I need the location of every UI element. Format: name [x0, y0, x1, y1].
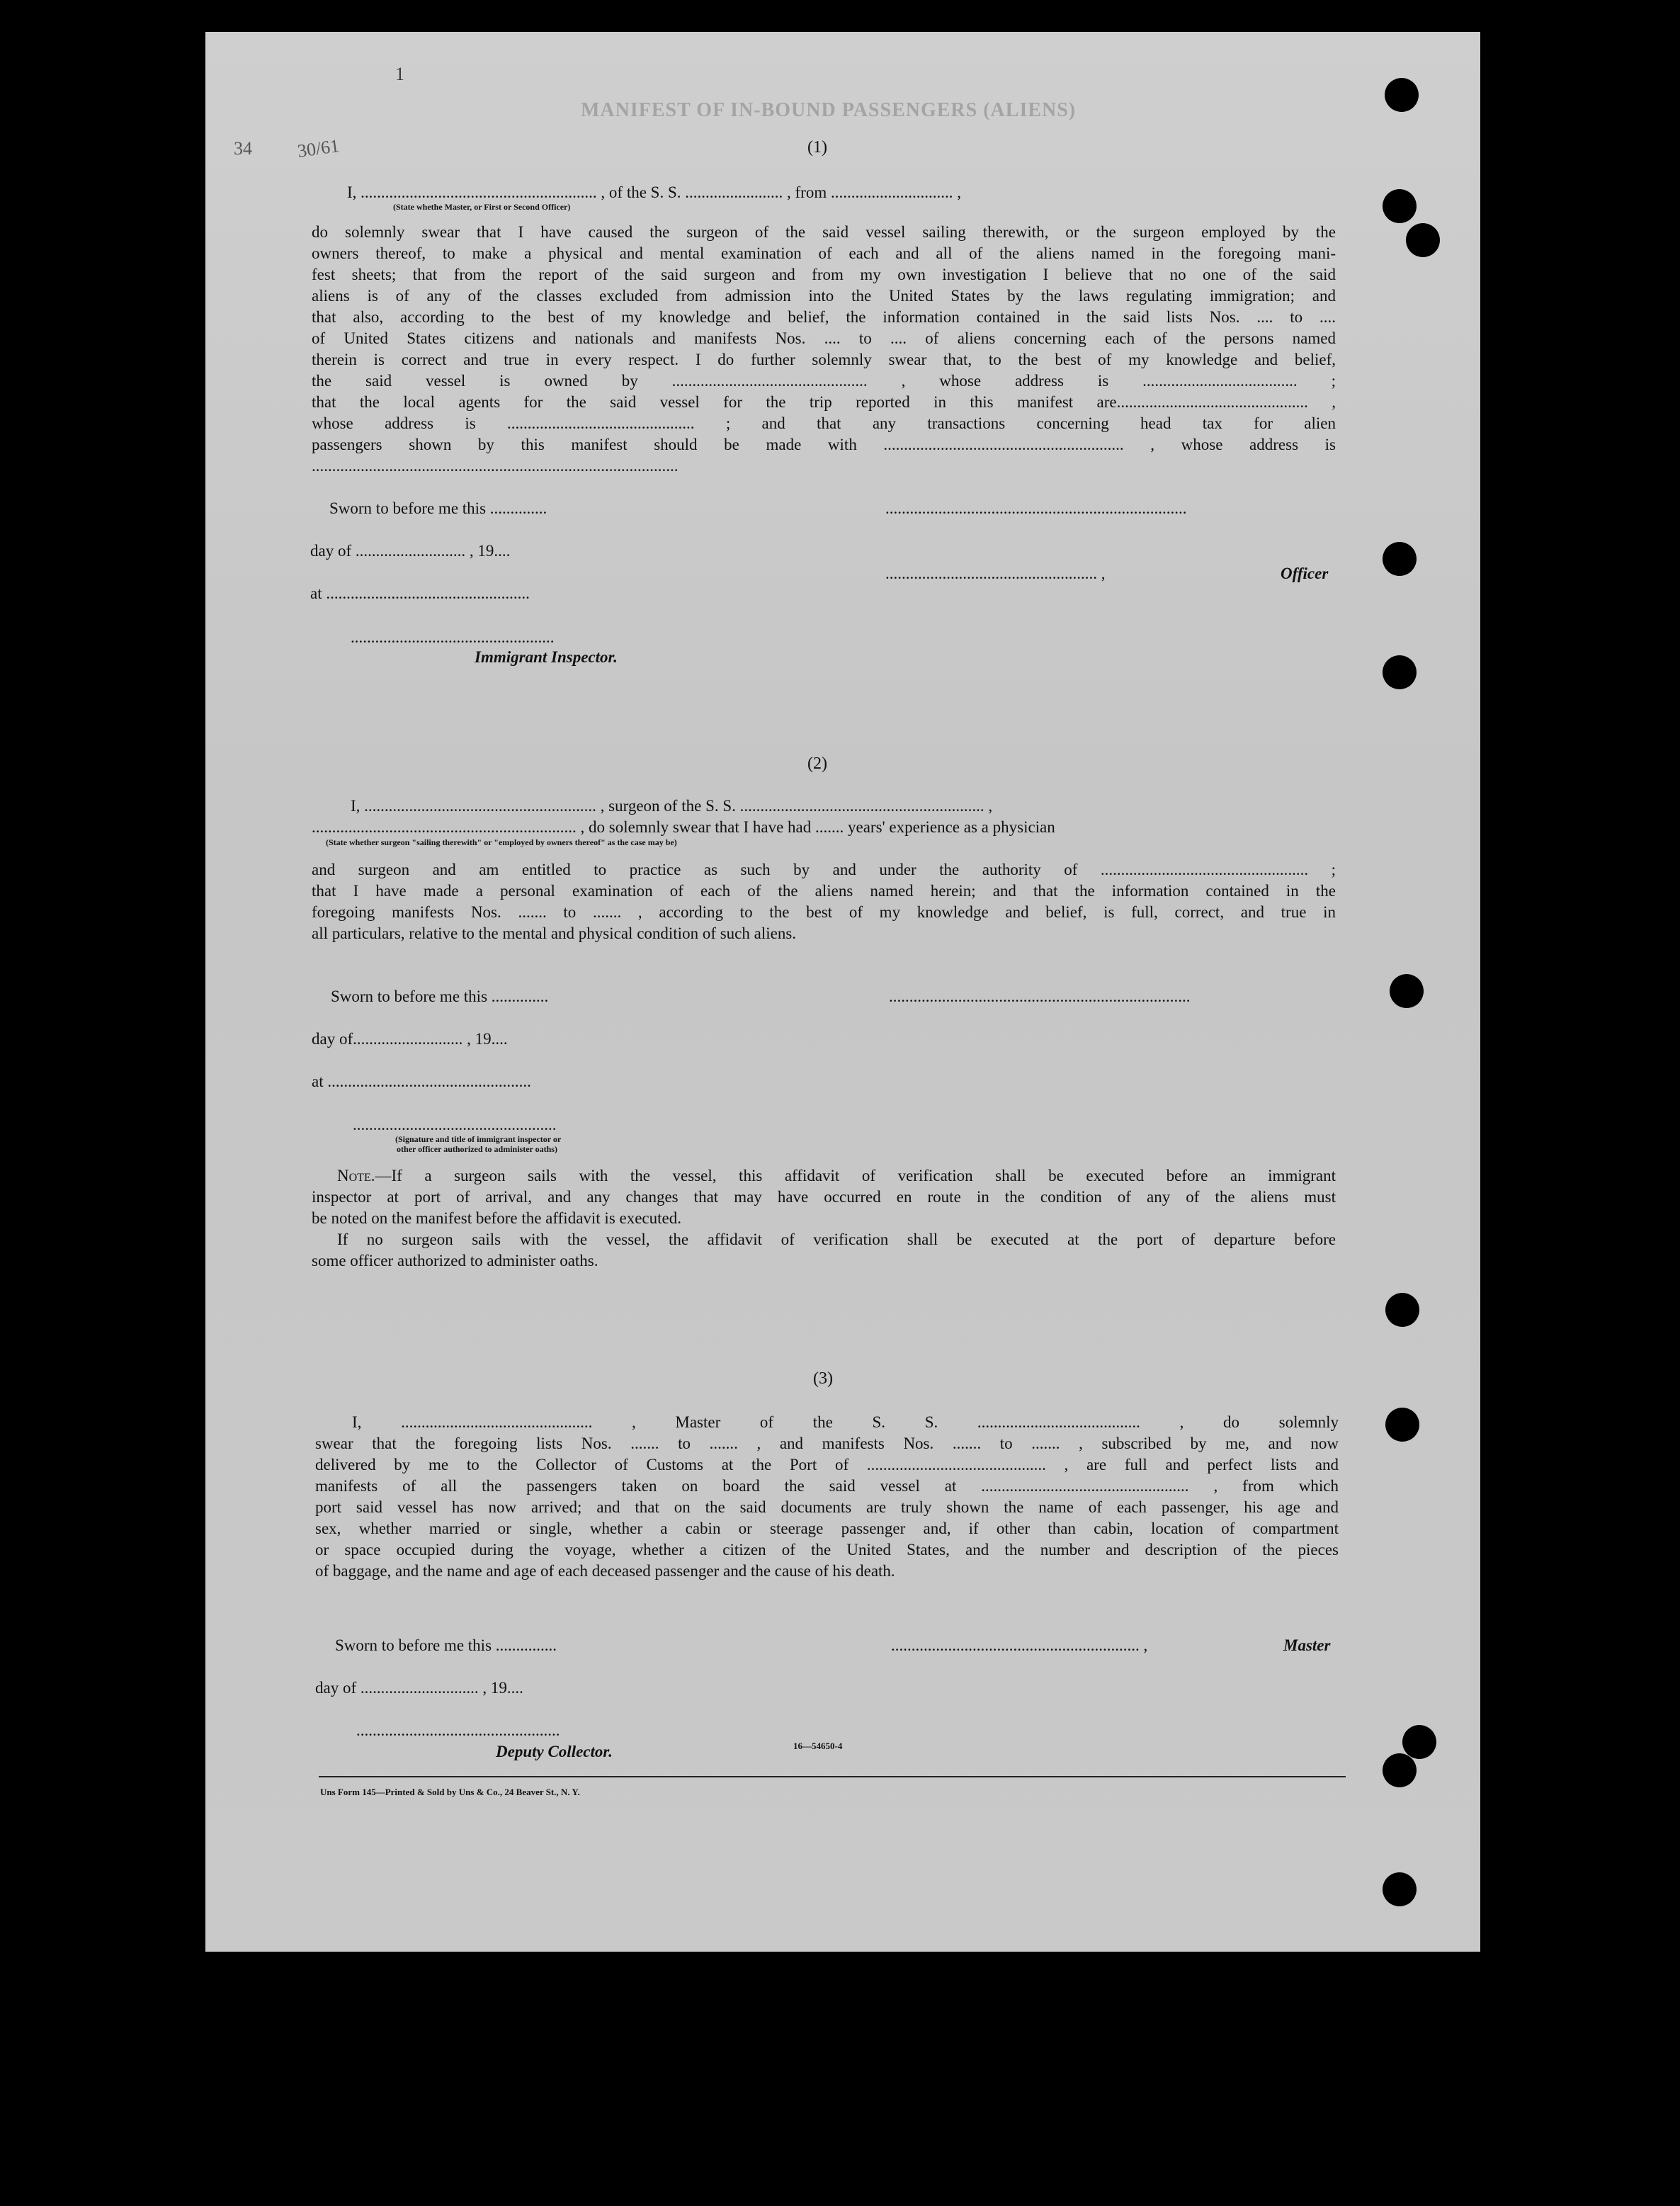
section-1-line: aliens is of any of the classes excluded from admission into the United States by the laws regulating immigration; and	[312, 287, 1336, 305]
section-2-number: (2)	[807, 754, 827, 773]
punch-hole	[1383, 1753, 1417, 1787]
section-3-master-dots: ............................................................. ,	[891, 1636, 1148, 1654]
document-sheet	[205, 32, 1480, 1952]
section-1-officer-label: Officer	[1281, 565, 1329, 582]
ghost-header-title: MANIFEST OF IN-BOUND PASSENGERS (ALIENS)	[581, 99, 1077, 121]
punch-hole	[1385, 1293, 1419, 1327]
section-3-line: of baggage, and the name and age of each deceased passenger and the cause of his death.	[315, 1562, 895, 1580]
section-1-line1: I, .......................................................... , of the S. S. ........................ , from .............................. ,	[347, 183, 961, 201]
section-2-line: foregoing manifests Nos. ....... to ....... , according to the best of my knowledge and belief, is full, correct, and true in	[312, 903, 1336, 921]
punch-hole	[1406, 223, 1440, 257]
section-2-sworn: Sworn to before me this ..............	[331, 988, 549, 1005]
section-3-master-label: Master	[1283, 1636, 1331, 1654]
section-1-at: at ..................................................	[310, 584, 530, 602]
section-1-state-note: (State whethe Master, or First or Second Officer)	[393, 202, 571, 212]
note2-line: If no surgeon sails with the vessel, the affidavit of verification shall be executed at the port of departure before	[337, 1231, 1336, 1248]
punch-hole	[1385, 1408, 1419, 1442]
section-2-note	[312, 1165, 1336, 1272]
handwritten-number-mark: 30/61	[296, 135, 341, 162]
section-1-line: that the local agents for the said vessel for the trip reported in this manifest are............................................... ,	[312, 393, 1336, 411]
section-3-line: or space occupied during the voyage, whether a citizen of the United States, and the number and description of the pieces	[315, 1541, 1339, 1559]
section-3-line: swear that the foregoing lists Nos. ....... to ....... , and manifests Nos. ....... to ....... , subscribed by me, and now	[315, 1435, 1339, 1452]
section-1-inspector-label: Immigrant Inspector.	[475, 648, 618, 666]
section-2-line: and surgeon and am entitled to practice as such by and under the authority of ................................................... ;	[312, 861, 1336, 878]
section-2-sig-dots: ..................................................	[353, 1116, 557, 1133]
note-label: Note.	[337, 1167, 375, 1184]
note2-line: some officer authorized to administer oaths.	[312, 1252, 598, 1269]
section-3-day: day of ............................. , 19....	[315, 1679, 523, 1697]
section-2-line1: I, ......................................................... , surgeon of the S. S. ............................................................ ,	[351, 797, 993, 815]
section-3-line: sex, whether married or single, whether a cabin or steerage passenger and, if other than cabin, location of compartment	[315, 1520, 1339, 1537]
note-first-line	[337, 1165, 1336, 1187]
section-1-day: day of ........................... , 19....	[310, 542, 511, 560]
section-2-line: that I have made a personal examination of each of the aliens named herein; and that the information contained in the	[312, 882, 1336, 900]
section-2-officer-dots: ..........................................................................	[889, 988, 1191, 1005]
section-3-sig-dots: ..................................................	[356, 1721, 560, 1739]
section-3-sworn: Sworn to before me this ...............	[335, 1636, 557, 1654]
section-2-sig-note1: (Signature and title of immigrant inspector or	[395, 1134, 562, 1144]
section-3-body	[315, 1412, 1339, 1582]
note-line: inspector at port of arrival, and any changes that may have occurred en route in the condition of any of the aliens must	[312, 1188, 1336, 1206]
punch-hole	[1383, 542, 1417, 576]
punch-hole	[1390, 974, 1424, 1008]
section-2-day: day of........................... , 19....	[312, 1030, 508, 1048]
section-3-number: (3)	[813, 1369, 833, 1388]
section-2-sig-note2: other officer authorized to administer oaths)	[397, 1144, 557, 1154]
section-1-line: therein is correct and true in every respect. I do further solemnly swear that, to the best of my knowledge and belief,	[312, 351, 1336, 368]
handwritten-side-mark: 34	[234, 138, 252, 159]
section-3-line: manifests of all the passengers taken on board the said vessel at ................................................... , from which	[315, 1477, 1339, 1495]
section-1-sig-dots: ..................................................	[351, 628, 555, 646]
section-1-body	[312, 222, 1480, 477]
section-1-line: fest sheets; that from the report of the said surgeon and from my own investigation I believe that no one of the said	[312, 266, 1336, 283]
section-1-sworn: Sworn to before me this ..............	[329, 499, 547, 517]
section-1-line: owners thereof, to make a physical and mental examination of each and all of the aliens named in the foregoing mani-	[312, 244, 1336, 262]
section-2-state-note: (State whether surgeon "sailing therewith" or "employed by owners thereof" as the case may be)	[326, 837, 677, 847]
section-2-line2: ................................................................. , do solemnly swear that I have had ....... years' experience as a physician	[312, 818, 1055, 836]
punch-hole	[1385, 78, 1419, 112]
punch-hole	[1383, 189, 1417, 223]
section-1-last-dots: ..........................................................................................	[312, 457, 679, 475]
section-3-collector-label: Deputy Collector.	[496, 1743, 613, 1760]
punch-hole	[1402, 1725, 1436, 1759]
footer-imprint: Uns Form 145—Printed & Sold by Uns & Co., 24 Beaver St., N. Y.	[320, 1787, 580, 1797]
handwritten-page-mark: 1	[395, 64, 404, 84]
section-3-line: delivered by me to the Collector of Customs at the Port of ............................................ , are full and perfect lists and	[315, 1456, 1339, 1474]
section-3-line: port said vessel has now arrived; and that on the said documents are truly shown the name of each passenger, his age and	[315, 1498, 1339, 1516]
section-2-line: all particulars, relative to the mental and physical condition of such aliens.	[312, 924, 797, 942]
section-1-officer-dots2: .................................................... ,	[885, 565, 1106, 582]
section-1-line: that also, according to the best of my knowledge and belief, the information contained in the said lists Nos. .... to ....	[312, 308, 1336, 326]
section-1-officer-dots1: ..........................................................................	[885, 499, 1187, 517]
section-1-line: passengers shown by this manifest should be made with ........................................................... , whose address is	[312, 436, 1336, 453]
section-2-at: at ..................................................	[312, 1073, 531, 1090]
note-body-0: —If a surgeon sails with the vessel, this affidavit of verification shall be executed before an immigrant	[375, 1167, 1336, 1184]
section-1-line: the said vessel is owned by ................................................ , whose address is ...................................... ;	[312, 372, 1336, 390]
section-2-body	[312, 859, 1336, 944]
punch-hole	[1383, 655, 1417, 689]
punch-hole	[1383, 1872, 1417, 1906]
section-3-line: I, ............................................... , Master of the S. S. ........................................ , do solemnly	[352, 1413, 1339, 1431]
note-line: be noted on the manifest before the affidavit is executed.	[312, 1209, 681, 1227]
section-1-line: do solemnly swear that I have caused the surgeon of the said vessel sailing therewith, or the surgeon employed by the	[312, 223, 1336, 241]
footer-rule	[319, 1776, 1346, 1777]
form-code: 16—54650-4	[793, 1741, 843, 1751]
section-1-line: whose address is .............................................. ; and that any transactions concerning head tax for alien	[312, 414, 1336, 432]
section-1-number: (1)	[807, 138, 827, 157]
section-1-line: of United States citizens and nationals and manifests Nos. .... to .... of aliens concerning each of the persons named	[312, 329, 1336, 347]
